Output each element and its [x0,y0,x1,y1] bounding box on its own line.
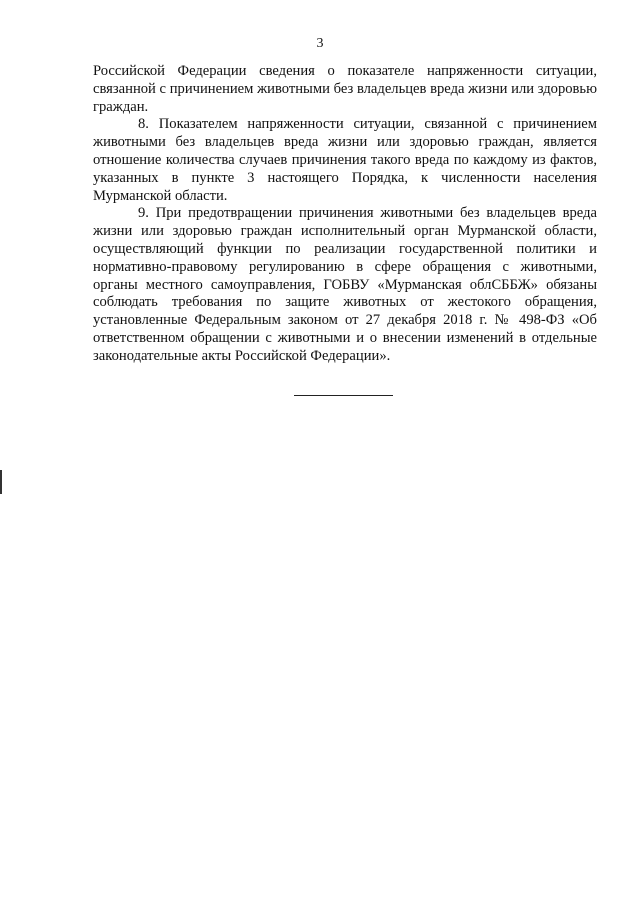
document-body [93,63,597,366]
page-number: 3 [316,36,324,51]
scan-margin-mark [0,470,2,494]
paragraph-item-8: 8. Показателем напряженности ситуации, связанной с причинением животными без владельцев вреда жизни или здоровью граждан, является отношение количества случаев причинения такого вреда по каждому из фактов, указанных в пункте 3 настоящего Порядка, к численности населения Мурманской области. [93,116,597,204]
end-of-text-divider [294,395,393,396]
paragraph-continuation: Российской Федерации сведения о показателе напряженности ситуации, связанной с причинением животными без владельцев вреда жизни или здоровью граждан. [93,63,597,115]
paragraph-item-9: 9. При предотвращении причинения животными без владельцев вреда жизни или здоровью граждан исполнительный орган Мурманской области, осуществляющий функции по реализации государственной политики и нормативно-правовому регулированию в сфере обращения с животными, органы местного самоуправления, ГОБВУ «Мурманская облСББЖ» обязаны соблюдать требования по защите животных от жестокого обращения, установленные Федеральным законом от 27 декабря 2018 г. № 498-ФЗ «Об ответственном обращении с животными и о внесении изменений в отдельные законодательные акты Российской Федерации». [93,205,597,364]
